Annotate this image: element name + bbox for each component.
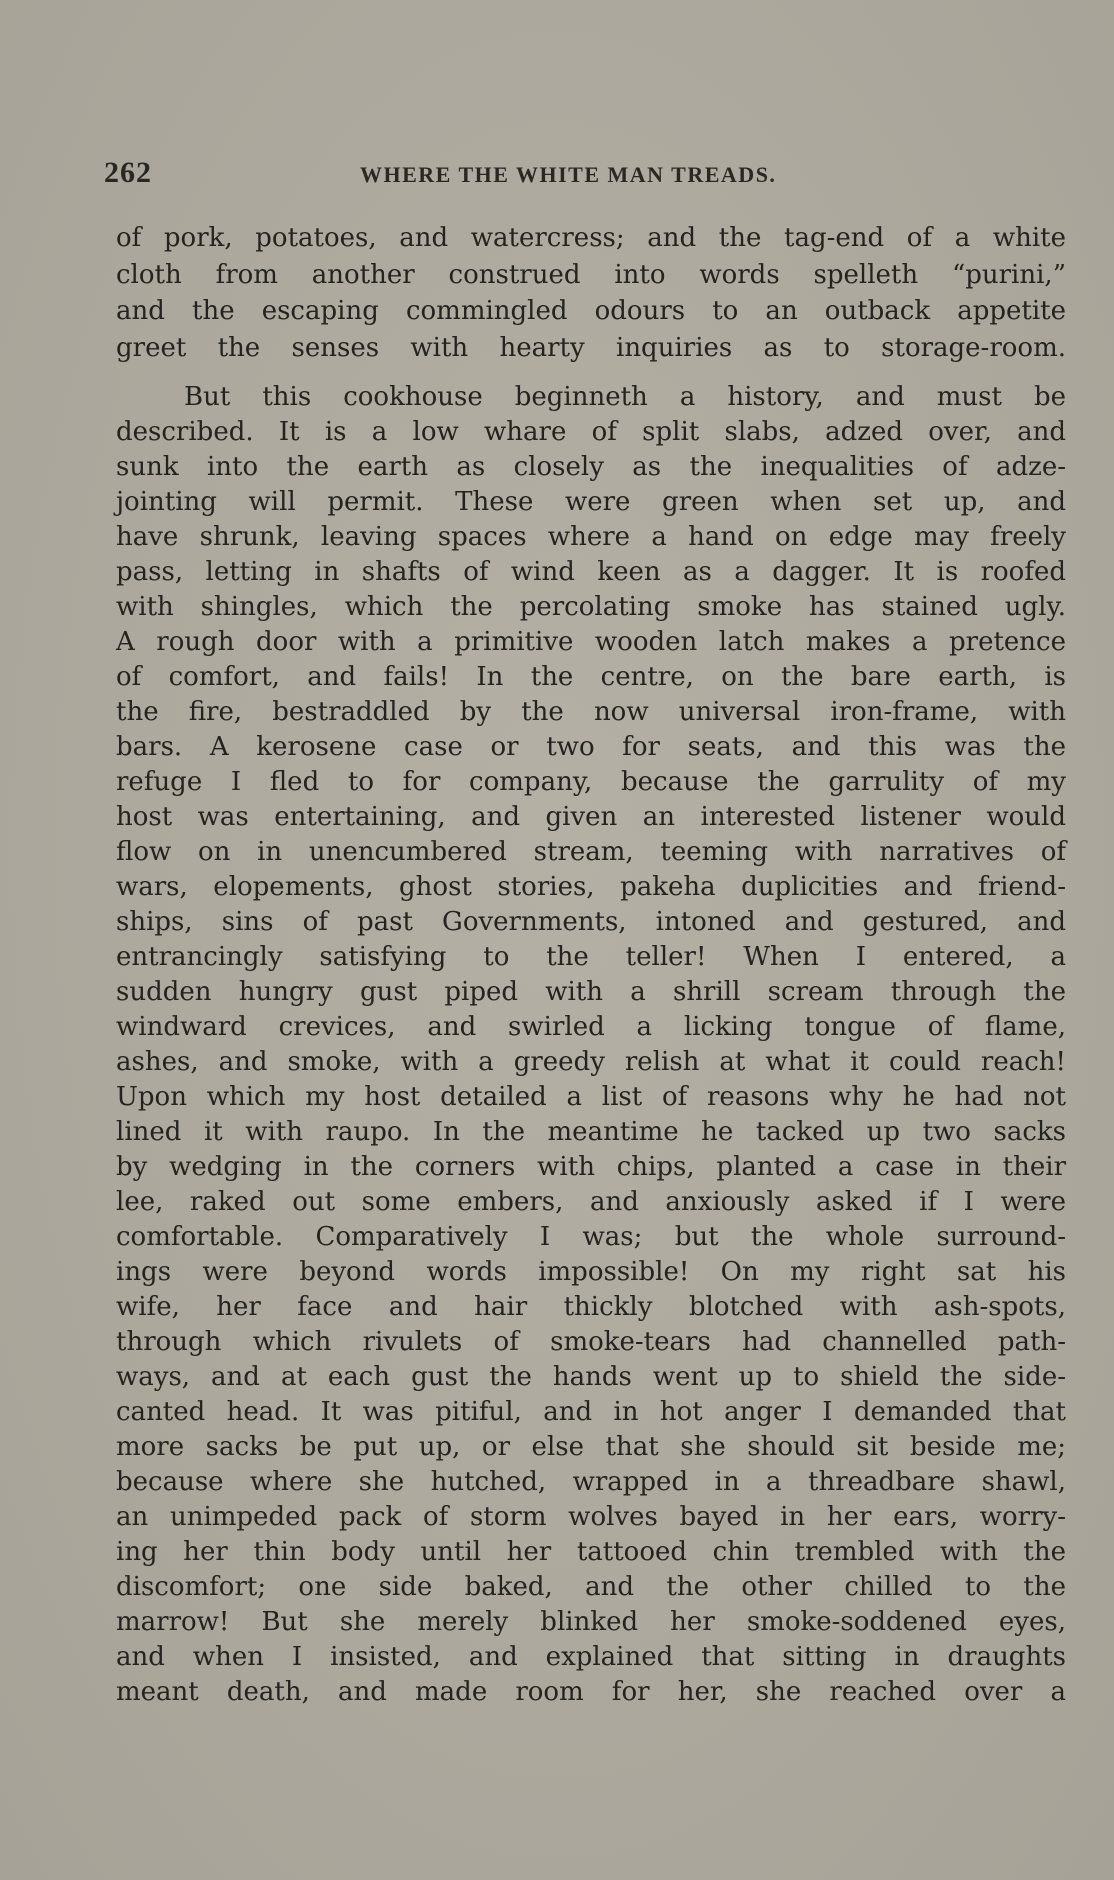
text-line: entrancingly satisfying to the teller! When I entered, a [116, 942, 1066, 972]
text-line: flow on in unencumbered stream, teeming with narratives of [116, 837, 1066, 867]
text-line: meant death, and made room for her, she reached over a [116, 1677, 1066, 1707]
text-line: A rough door with a primitive wooden latch makes a pretence [116, 627, 1066, 657]
text-line: ings were beyond words impossible! On my right sat his [116, 1257, 1066, 1287]
text-line: lined it with raupo. In the meantime he tacked up two sacks [116, 1117, 1066, 1147]
text-line: wife, her face and hair thickly blotched with ash-spots, [116, 1292, 1066, 1322]
text-line: through which rivulets of smoke-tears had channelled path- [116, 1327, 1066, 1357]
text-line: have shrunk, leaving spaces where a hand on edge may freely [116, 522, 1066, 552]
text-line: windward crevices, and swirled a licking tongue of flame, [116, 1012, 1066, 1042]
paragraph-1 [116, 220, 1066, 366]
text-line: described. It is a low whare of split slabs, adzed over, and [116, 417, 1066, 447]
text-line: an unimpeded pack of storm wolves bayed in her ears, worry- [116, 1502, 1066, 1532]
text-line: because where she hutched, wrapped in a threadbare shawl, [116, 1467, 1066, 1497]
text-line: marrow! But she merely blinked her smoke-soddened eyes, [116, 1607, 1066, 1637]
paragraph-2 [116, 380, 1066, 1710]
running-title: WHERE THE WHITE MAN TREADS. [360, 162, 777, 187]
text-line: pass, letting in shafts of wind keen as a dagger. It is roofed [116, 557, 1066, 587]
text-line: cloth from another construed into words spelleth “purini,” [116, 259, 1066, 290]
text-line: Upon which my host detailed a list of reasons why he had not [116, 1082, 1066, 1112]
text-line: ing her thin body until her tattooed chin trembled with the [116, 1537, 1066, 1567]
text-line: wars, elopements, ghost stories, pakeha duplicities and friend- [116, 872, 1066, 902]
text-line: by wedging in the corners with chips, planted a case in their [116, 1152, 1066, 1182]
text-line: But this cookhouse beginneth a history, and must be [184, 382, 1066, 412]
page-header [104, 156, 1070, 196]
text-line: sunk into the earth as closely as the inequalities of adze- [116, 452, 1066, 482]
body-text [116, 220, 1066, 1710]
text-line: lee, raked out some embers, and anxiously asked if I were [116, 1187, 1066, 1217]
text-line: comfortable. Comparatively I was; but the whole surround- [116, 1222, 1066, 1252]
text-line: jointing will permit. These were green when set up, and [116, 487, 1066, 517]
text-line: of pork, potatoes, and watercress; and the tag-end of a white [116, 223, 1066, 253]
text-line: bars. A kerosene case or two for seats, and this was the [116, 732, 1066, 762]
text-line: ashes, and smoke, with a greedy relish at what it could reach! [116, 1047, 1066, 1077]
text-line: discomfort; one side baked, and the other chilled to the [116, 1572, 1066, 1602]
text-line: canted head. It was pitiful, and in hot anger I demanded that [116, 1397, 1066, 1427]
text-line: greet the senses with hearty inquiries as to storage-room. [116, 332, 1066, 363]
page-number: 262 [104, 156, 152, 189]
text-line: host was entertaining, and given an interested listener would [116, 802, 1066, 832]
text-line: ways, and at each gust the hands went up to shield the side- [116, 1362, 1066, 1392]
text-line: more sacks be put up, or else that she should sit beside me; [116, 1432, 1066, 1462]
text-line: and when I insisted, and explained that sitting in draughts [116, 1642, 1066, 1672]
text-line: sudden hungry gust piped with a shrill scream through the [116, 977, 1066, 1007]
text-line: with shingles, which the percolating smoke has stained ugly. [116, 592, 1066, 622]
text-line: ships, sins of past Governments, intoned and gestured, and [116, 907, 1066, 937]
text-line: and the escaping commingled odours to an outback appetite [116, 296, 1066, 326]
text-line: of comfort, and fails! In the centre, on the bare earth, is [116, 662, 1066, 692]
text-line: refuge I fled to for company, because the garrulity of my [116, 767, 1066, 797]
text-line: the fire, bestraddled by the now universal iron-frame, with [116, 697, 1066, 727]
